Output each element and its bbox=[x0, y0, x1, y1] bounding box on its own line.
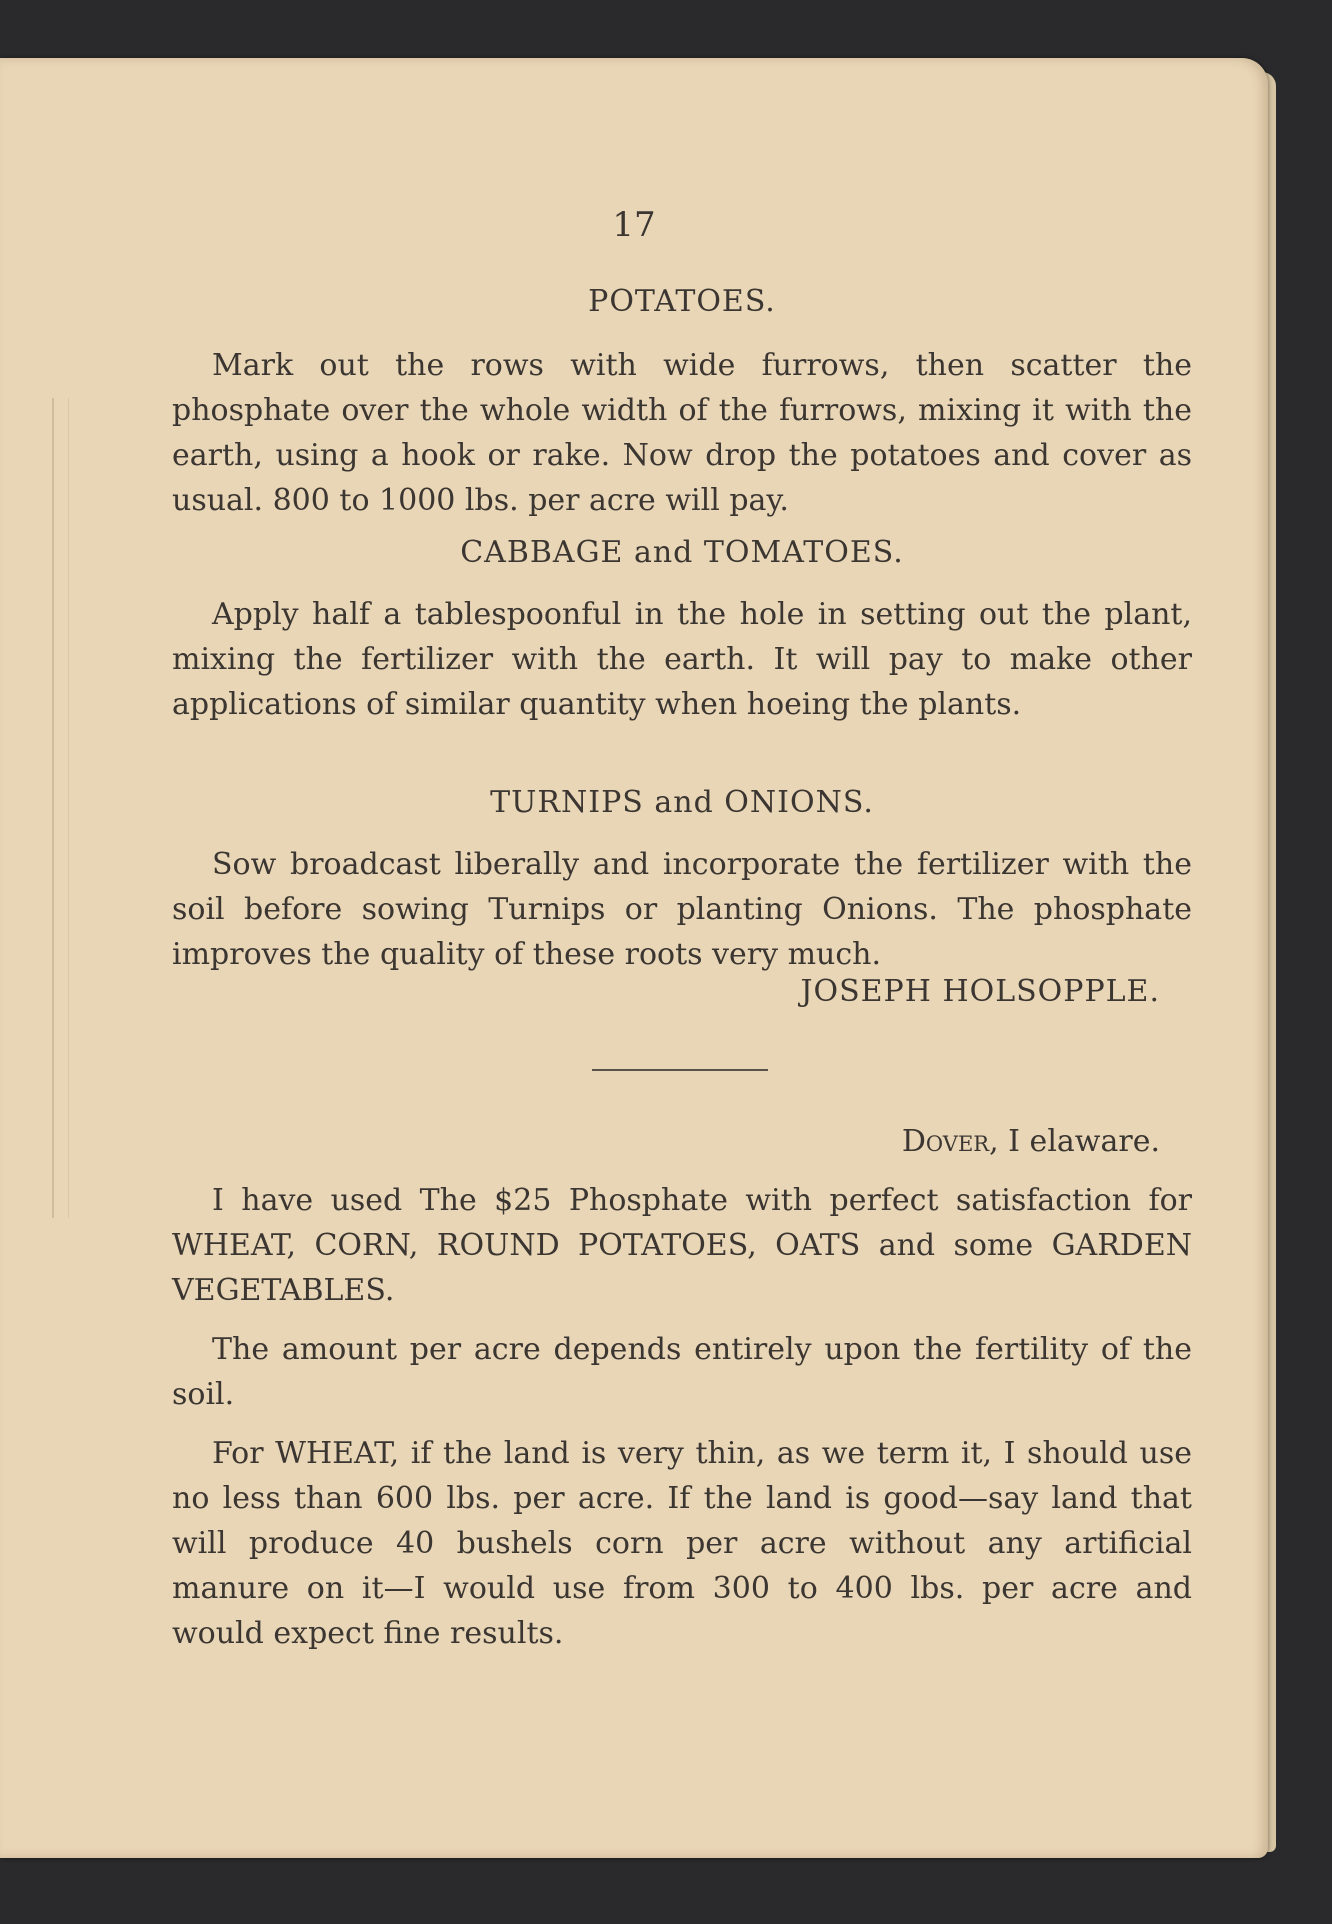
paragraph-potatoes: Mark out the rows with wide furrows, then scatter the phosphate over the whole width of the furrows, mixing it with the earth, using a hook or rake. Now drop the potatoes and cover as usual. 800 to 1000 lbs. per acre will pay. bbox=[172, 348, 1192, 518]
section-body-potatoes bbox=[172, 343, 1192, 523]
binding-thread bbox=[52, 398, 69, 1218]
section-heading-potatoes: POTATOES. bbox=[588, 284, 776, 319]
location-state: I elaware. bbox=[1008, 1124, 1160, 1159]
letter-paragraph-2: The amount per acre depends entirely upon the fertility of the soil. bbox=[172, 1332, 1192, 1412]
paragraph-turnips-onions: Sow broadcast liberally and incorporate the fertilizer with the soil before sowing Turnips or planting Onions. The phosphate improves the quality of these roots very much. bbox=[172, 847, 1192, 972]
letter-location bbox=[172, 1124, 1160, 1159]
paragraph-cabbage-tomatoes: Apply half a tablespoonful in the hole in setting out the plant, mixing the fertilizer with the earth. It will pay to make other applications of similar quantity when hoeing the plants. bbox=[172, 597, 1192, 722]
letter-paragraph-3: For WHEAT, if the land is very thin, as we term it, I should use no less than 600 lbs. per acre. If the land is good—say land that will produce 40 bushels corn per acre without any artificial manure on it—I would use from 300 to 400 lbs. per acre and would expect fine results. bbox=[172, 1436, 1192, 1651]
location-city: Dover, bbox=[901, 1124, 999, 1159]
section-body-turnips-onions bbox=[172, 842, 1192, 977]
section-divider bbox=[592, 1069, 768, 1071]
letter-body bbox=[172, 1178, 1192, 1656]
letter-paragraph-1: I have used The $25 Phosphate with perfect satisfaction for WHEAT, CORN, ROUND POTATOES, OATS and some GARDEN VEGETABLES. bbox=[172, 1183, 1192, 1308]
signature: JOSEPH HOLSOPPLE. bbox=[800, 974, 1160, 1009]
section-body-cabbage-tomatoes bbox=[172, 592, 1192, 727]
page-number: 17 bbox=[612, 205, 656, 245]
section-heading-turnips-onions: TURNIPS and ONIONS. bbox=[490, 785, 874, 820]
section-heading-cabbage-tomatoes: CABBAGE and TOMATOES. bbox=[460, 535, 904, 570]
